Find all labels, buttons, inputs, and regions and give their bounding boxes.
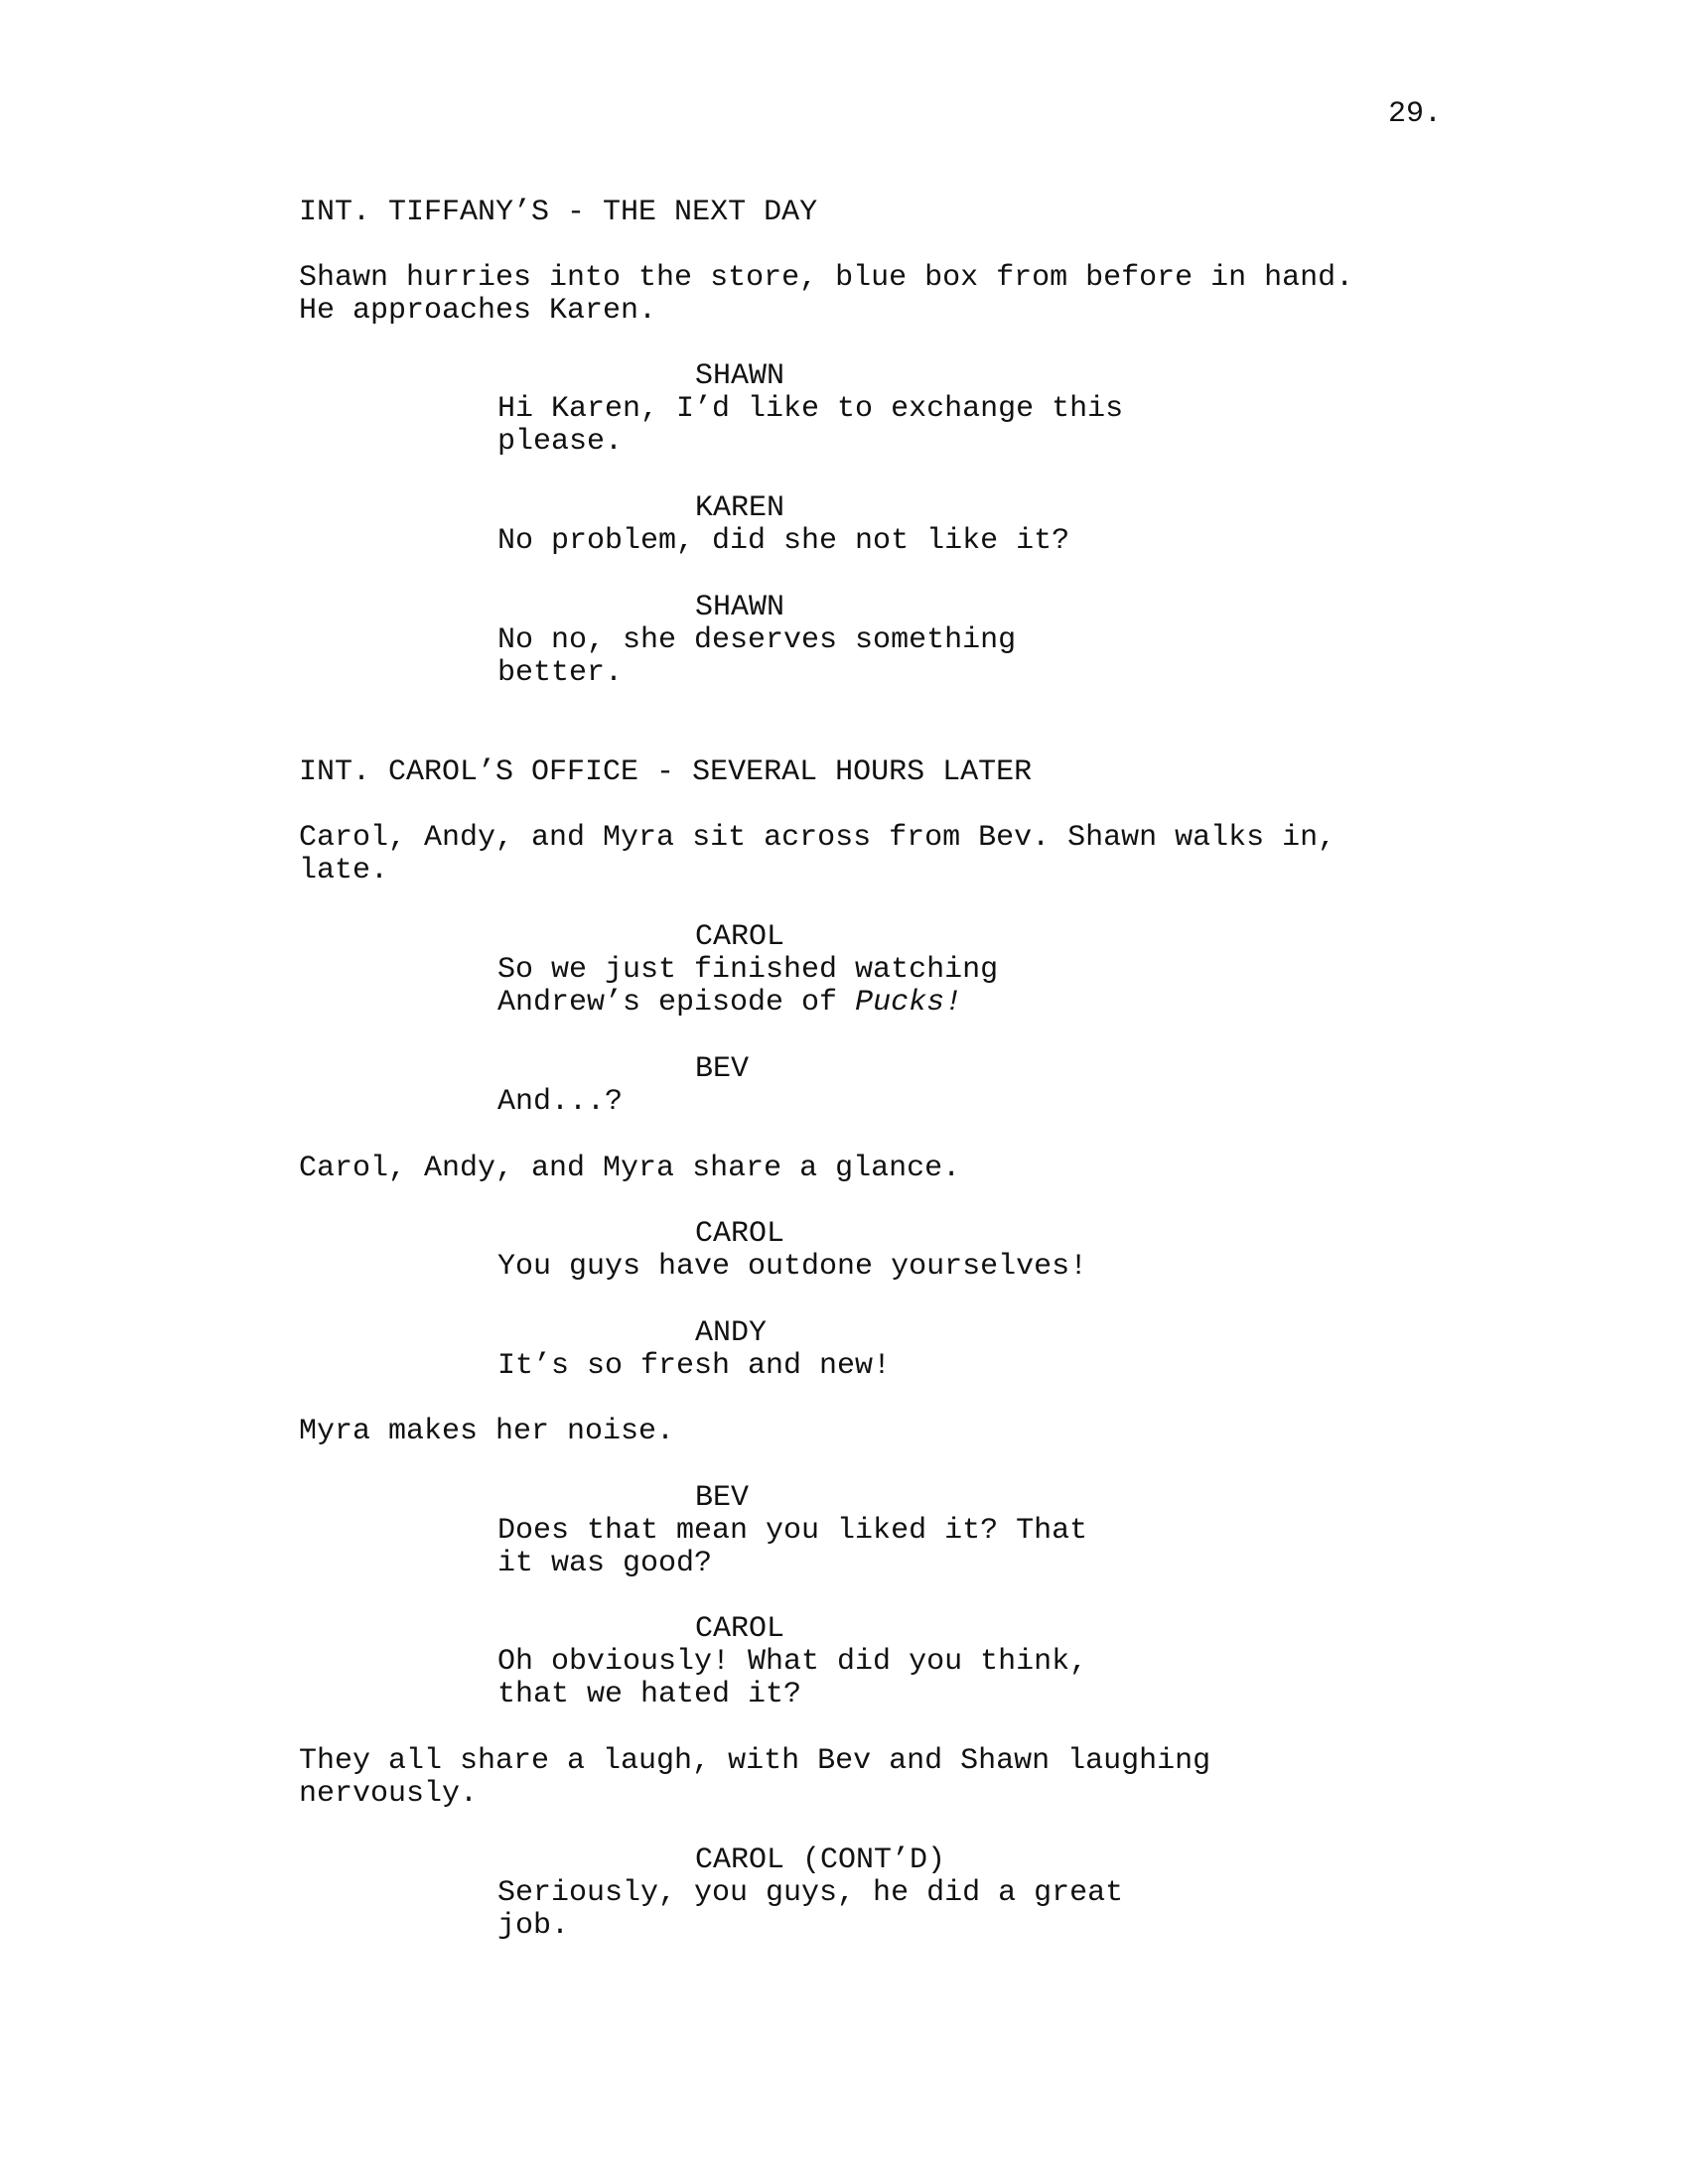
dialogue-line: Does that mean you liked it? That (497, 1514, 1088, 1548)
dialogue-line: No problem, did she not like it? (497, 524, 1070, 558)
character-name: CAROL (CONT’D) (695, 1843, 946, 1877)
dialogue-line: So we just finished watching (497, 953, 999, 987)
character-name: SHAWN (695, 359, 785, 393)
action-line: Carol, Andy, and Myra sit across from Bev. Shawn walks in, (299, 821, 1336, 855)
dialogue-line (497, 986, 962, 1020)
action-line: Carol, Andy, and Myra share a glance. (299, 1152, 961, 1185)
character-name: SHAWN (695, 591, 785, 624)
dialogue-line: please. (497, 425, 624, 459)
action-line: He approaches Karen. (299, 294, 657, 328)
action-line: They all share a laugh, with Bev and Shawn laughing (299, 1744, 1211, 1778)
character-name: CAROL (695, 1612, 785, 1646)
action-line: late. (299, 854, 389, 887)
scene-heading: INT. TIFFANY’S - THE NEXT DAY (299, 196, 818, 229)
character-name: ANDY (695, 1316, 768, 1350)
dialogue-line: Hi Karen, I’d like to exchange this (497, 392, 1124, 426)
dialogue-line: better. (497, 656, 624, 690)
action-line: nervously. (299, 1777, 479, 1811)
dialogue-line: And...? (497, 1085, 624, 1119)
action-line: Shawn hurries into the store, blue box from before in hand. (299, 261, 1354, 295)
character-name: BEV (695, 1481, 750, 1515)
dialogue-line: it was good? (497, 1547, 713, 1580)
dialogue-line: You guys have outdone yourselves! (497, 1250, 1088, 1284)
dialogue-line: It’s so fresh and new! (497, 1349, 892, 1383)
character-name: KAREN (695, 491, 785, 525)
dialogue-line: Seriously, you guys, he did a great (497, 1876, 1124, 1910)
dialogue-line: No no, she deserves something (497, 623, 1017, 657)
action-line: Myra makes her noise. (299, 1415, 675, 1448)
character-name: BEV (695, 1052, 750, 1086)
dialogue-text: Andrew’s episode of (497, 986, 856, 1020)
character-name: CAROL (695, 1217, 785, 1251)
page-number: 29. (1388, 97, 1443, 131)
dialogue-line: Oh obviously! What did you think, (497, 1645, 1088, 1679)
character-name: CAROL (695, 920, 785, 954)
dialogue-line: job. (497, 1909, 570, 1943)
dialogue-line: that we hated it? (497, 1678, 802, 1711)
scene-heading: INT. CAROL’S OFFICE - SEVERAL HOURS LATER (299, 755, 1033, 789)
show-title: Pucks! (855, 986, 963, 1020)
